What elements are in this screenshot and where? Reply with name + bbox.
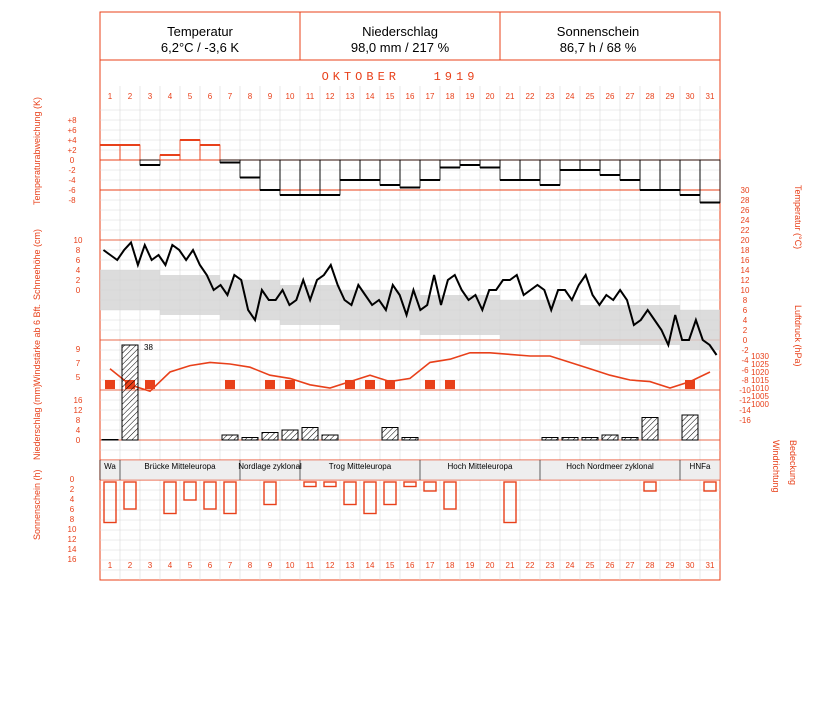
tick-temp-anomaly: -4 — [68, 176, 76, 185]
temp-anomaly-bar — [480, 160, 500, 168]
temp-title: Temperatur — [167, 24, 233, 39]
day-label: 15 — [385, 561, 395, 570]
day-label: 31 — [705, 561, 715, 570]
precip-value: 98,0 mm / 217 % — [350, 40, 450, 55]
tick-sun: 10 — [67, 525, 77, 534]
tick-pressure: 1020 — [751, 368, 769, 377]
temp-normal-band — [320, 285, 340, 325]
precip-bar — [602, 435, 618, 440]
temp-normal-band — [360, 290, 380, 330]
sun-bar — [184, 482, 196, 500]
day-label: 30 — [685, 561, 695, 570]
day-label: 27 — [625, 92, 635, 101]
tick-temperature: 6 — [742, 306, 748, 315]
day-label: 21 — [505, 561, 515, 570]
sun-bar — [164, 482, 176, 514]
chart-marks — [100, 140, 720, 523]
tick-temperature: 18 — [740, 246, 750, 255]
tick-precip: 8 — [75, 416, 81, 425]
day-label: 15 — [385, 92, 395, 101]
wind-mark — [285, 380, 295, 389]
temp-normal-band — [700, 310, 720, 350]
axis-label-cloud: Bedeckung — [788, 440, 798, 486]
day-label: 8 — [247, 92, 253, 101]
tick-precip: 4 — [75, 426, 81, 435]
day-label: 25 — [585, 561, 595, 570]
tick-snow: 10 — [73, 236, 83, 245]
day-label: 22 — [525, 561, 535, 570]
tick-pressure: 1005 — [751, 392, 769, 401]
tick-snow: 2 — [75, 276, 81, 285]
tick-temperature: 14 — [740, 266, 750, 275]
day-label: 3 — [147, 92, 153, 101]
temp-normal-band — [460, 295, 480, 335]
weather-label: Brücke Mitteleuropa — [144, 462, 216, 471]
day-label: 22 — [525, 92, 535, 101]
axis-label-temp-right: Temperatur (°C) — [793, 185, 803, 250]
tick-temperature: -8 — [741, 376, 749, 385]
tick-temperature: 10 — [740, 286, 750, 295]
temp-normal-band — [580, 305, 600, 345]
left-ticks — [67, 116, 83, 564]
temp-normal-band — [600, 305, 620, 345]
precip-title: Niederschlag — [362, 24, 438, 39]
tick-sun: 4 — [69, 495, 75, 504]
day-label: 24 — [565, 561, 575, 570]
tick-temp-anomaly: -6 — [68, 186, 76, 195]
day-label: 23 — [545, 561, 555, 570]
weather-label: HNFa — [689, 462, 711, 471]
temp-anomaly-bar — [400, 160, 420, 188]
temp-anomaly-bar — [380, 160, 400, 185]
weather-label: Trog Mitteleuropa — [328, 462, 392, 471]
tick-temperature: 20 — [740, 236, 750, 245]
day-label: 10 — [285, 92, 295, 101]
temp-normal-band — [400, 290, 420, 330]
axis-label-snow: Schneehöhe (cm) — [32, 228, 42, 300]
tick-wind: 5 — [75, 373, 81, 382]
temp-normal-band — [100, 270, 120, 310]
wind-mark — [265, 380, 275, 389]
tick-temperature: 16 — [740, 256, 750, 265]
day-label: 13 — [345, 92, 355, 101]
temp-anomaly-bar — [660, 160, 680, 190]
temp-anomaly-bar — [240, 160, 260, 178]
sun-bar — [364, 482, 376, 514]
tick-temperature: -2 — [741, 346, 749, 355]
day-label: 14 — [365, 561, 375, 570]
weather-label: Wa — [104, 462, 116, 471]
right-ticks — [739, 186, 769, 425]
tick-temperature: 0 — [742, 336, 748, 345]
precip-bar — [122, 345, 138, 440]
sun-bar — [324, 482, 336, 487]
tick-temperature: 4 — [742, 316, 748, 325]
temp-value: 6,2°C / -3,6 K — [160, 40, 240, 55]
day-label: 7 — [227, 92, 233, 101]
day-label: 1 — [107, 561, 113, 570]
day-label: 13 — [345, 561, 355, 570]
tick-temperature: 28 — [740, 196, 750, 205]
wind-mark — [445, 380, 455, 389]
day-label: 21 — [505, 92, 515, 101]
day-label: 16 — [405, 561, 415, 570]
precip-bar — [262, 433, 278, 441]
tick-pressure: 1010 — [751, 384, 769, 393]
day-label: 9 — [267, 92, 273, 101]
weather-label: Hoch Nordmeer zyklonal — [566, 462, 654, 471]
tick-sun: 14 — [67, 545, 77, 554]
axis-label-pressure-right: Luftdruck (hPa) — [793, 305, 803, 367]
day-label: 4 — [167, 561, 173, 570]
day-label: 25 — [585, 92, 595, 101]
tick-temperature: -6 — [741, 366, 749, 375]
temp-normal-band — [560, 300, 580, 340]
day-label: 6 — [207, 561, 213, 570]
day-label: 23 — [545, 92, 555, 101]
tick-temperature: -16 — [739, 416, 751, 425]
sun-bar — [644, 482, 656, 491]
sun-bar — [104, 482, 116, 523]
sun-bar — [704, 482, 716, 491]
day-label: 17 — [425, 92, 435, 101]
axis-label-wind: Windstärke ab 6 Bft. — [32, 303, 42, 385]
tick-temperature: 2 — [742, 326, 748, 335]
precip-bar — [642, 418, 658, 441]
day-label: 7 — [227, 561, 233, 570]
day-label: 9 — [267, 561, 273, 570]
tick-snow: 4 — [75, 266, 81, 275]
wind-mark — [105, 380, 115, 389]
day-label: 28 — [645, 561, 655, 570]
tick-precip: 0 — [75, 436, 81, 445]
precip-bar — [622, 438, 638, 441]
sun-bar — [204, 482, 216, 509]
tick-sun: 2 — [69, 485, 75, 494]
precip-bar — [542, 438, 558, 441]
day-label: 20 — [485, 561, 495, 570]
day-label: 27 — [625, 561, 635, 570]
day-label: 2 — [127, 92, 133, 101]
tick-temp-anomaly: 0 — [69, 156, 75, 165]
temp-anomaly-bar — [200, 145, 220, 160]
day-label: 12 — [325, 92, 335, 101]
precip-bar — [582, 438, 598, 441]
day-label: 19 — [465, 92, 475, 101]
wind-mark — [425, 380, 435, 389]
temp-anomaly-bar — [540, 160, 560, 185]
sun-bar — [344, 482, 356, 505]
tick-sun: 12 — [67, 535, 77, 544]
sun-bar — [504, 482, 516, 523]
tick-temp-anomaly: +6 — [67, 126, 77, 135]
day-label: 14 — [365, 92, 375, 101]
wind-mark — [145, 380, 155, 389]
tick-temp-anomaly: +2 — [67, 146, 77, 155]
precip-bar — [302, 428, 318, 441]
axis-label-temp-anomaly: Temperaturabweichung (K) — [32, 96, 42, 205]
temp-anomaly-bar — [120, 145, 140, 160]
sun-bar — [424, 482, 436, 491]
weather-label: Hoch Mitteleuropa — [447, 462, 513, 471]
tick-temperature: 24 — [740, 216, 750, 225]
tick-precip: 12 — [73, 406, 83, 415]
axis-label-precip: Niederschlag (mm) — [32, 383, 42, 460]
sun-bar — [124, 482, 136, 509]
precip-bar — [222, 435, 238, 440]
month-label: OKTOBER 1919 — [321, 70, 479, 84]
wind-mark — [685, 380, 695, 389]
day-label: 11 — [305, 561, 315, 570]
tick-pressure: 1015 — [751, 376, 769, 385]
day-label: 16 — [405, 92, 415, 101]
tick-temp-anomaly: +4 — [67, 136, 77, 145]
precip-bar — [282, 430, 298, 440]
weather-label: Nordlage zyklonal — [238, 462, 302, 471]
sun-bar — [384, 482, 396, 505]
temp-anomaly-bar — [700, 160, 720, 203]
axis-label-sun: Sonnenschein (h) — [32, 469, 42, 540]
day-label: 12 — [325, 561, 335, 570]
temp-normal-band — [120, 270, 140, 310]
day-label: 1 — [107, 92, 113, 101]
temp-anomaly-bar — [260, 160, 280, 190]
sun-title: Sonnenschein — [556, 24, 640, 39]
day-label: 29 — [665, 92, 675, 101]
tick-temp-anomaly: +8 — [67, 116, 77, 125]
tick-precip: 16 — [73, 396, 83, 405]
temp-anomaly-bar — [440, 160, 460, 168]
temp-normal-band — [300, 285, 320, 325]
temp-normal-band — [180, 275, 200, 315]
tick-sun: 0 — [69, 475, 75, 484]
tick-temp-anomaly: -8 — [68, 196, 76, 205]
day-label: 17 — [425, 561, 435, 570]
tick-sun: 6 — [69, 505, 75, 514]
tick-snow: 6 — [75, 256, 81, 265]
wind-mark — [345, 380, 355, 389]
sun-bar — [444, 482, 456, 509]
tick-snow: 8 — [75, 246, 81, 255]
temp-normal-band — [140, 270, 160, 310]
tick-sun: 8 — [69, 515, 75, 524]
precip-bar — [102, 440, 118, 441]
temp-normal-band — [160, 275, 180, 315]
precip-bar — [402, 438, 418, 441]
day-label: 30 — [685, 92, 695, 101]
precip-bar — [382, 428, 398, 441]
axis-label-wind-dir: Windrichtung — [771, 440, 781, 493]
temp-normal-band — [680, 310, 700, 350]
day-label: 28 — [645, 92, 655, 101]
precip-bar — [562, 438, 578, 441]
day-label: 26 — [605, 561, 615, 570]
day-label: 29 — [665, 561, 675, 570]
tick-temperature: 12 — [740, 276, 750, 285]
day-label: 3 — [147, 561, 153, 570]
temp-anomaly-bar — [600, 160, 620, 175]
day-label: 31 — [705, 92, 715, 101]
wind-mark — [365, 380, 375, 389]
tick-wind: 7 — [75, 359, 81, 368]
sun-bar — [224, 482, 236, 514]
day-label: 11 — [305, 92, 315, 101]
day-labels-bottom — [108, 561, 715, 570]
precip-bar — [242, 438, 258, 441]
tick-temp-anomaly: -2 — [68, 166, 76, 175]
tick-temperature: 30 — [740, 186, 750, 195]
temp-anomaly-bar — [100, 145, 120, 160]
temp-normal-band — [420, 295, 440, 335]
tick-pressure: 1000 — [751, 400, 769, 409]
day-label: 10 — [285, 561, 295, 570]
day-label: 18 — [445, 92, 455, 101]
precip-bar — [322, 435, 338, 440]
tick-temperature: -12 — [739, 396, 751, 405]
day-label: 24 — [565, 92, 575, 101]
precip-max-label: 38 — [144, 343, 153, 352]
day-labels-top — [108, 92, 715, 101]
day-label: 5 — [187, 92, 193, 101]
day-label: 26 — [605, 92, 615, 101]
tick-snow: 0 — [75, 286, 81, 295]
tick-pressure: 1030 — [751, 352, 769, 361]
temp-normal-band — [480, 295, 500, 335]
day-label: 20 — [485, 92, 495, 101]
sun-bar — [404, 482, 416, 487]
precip-bar — [682, 415, 698, 440]
day-label: 6 — [207, 92, 213, 101]
temp-anomaly-bar — [580, 160, 600, 170]
tick-pressure: 1025 — [751, 360, 769, 369]
temp-anomaly-bar — [560, 160, 580, 170]
day-label: 2 — [127, 561, 133, 570]
tick-temperature: -10 — [739, 386, 751, 395]
day-label: 4 — [167, 92, 173, 101]
tick-wind: 9 — [75, 345, 81, 354]
sun-bar — [264, 482, 276, 505]
tick-temperature: 22 — [740, 226, 750, 235]
temp-normal-band — [500, 300, 520, 340]
day-label: 18 — [445, 561, 455, 570]
tick-temperature: 8 — [742, 296, 748, 305]
tick-temperature: 26 — [740, 206, 750, 215]
temp-normal-band — [520, 300, 540, 340]
wind-mark — [225, 380, 235, 389]
sun-value: 86,7 h / 68 % — [559, 40, 637, 55]
tick-sun: 16 — [67, 555, 77, 564]
day-label: 8 — [247, 561, 253, 570]
sun-bar — [304, 482, 316, 487]
tick-temperature: -14 — [739, 406, 751, 415]
wind-mark — [385, 380, 395, 389]
temp-anomaly-bar — [640, 160, 660, 190]
day-label: 5 — [187, 561, 193, 570]
day-label: 19 — [465, 561, 475, 570]
tick-temperature: -4 — [741, 356, 749, 365]
